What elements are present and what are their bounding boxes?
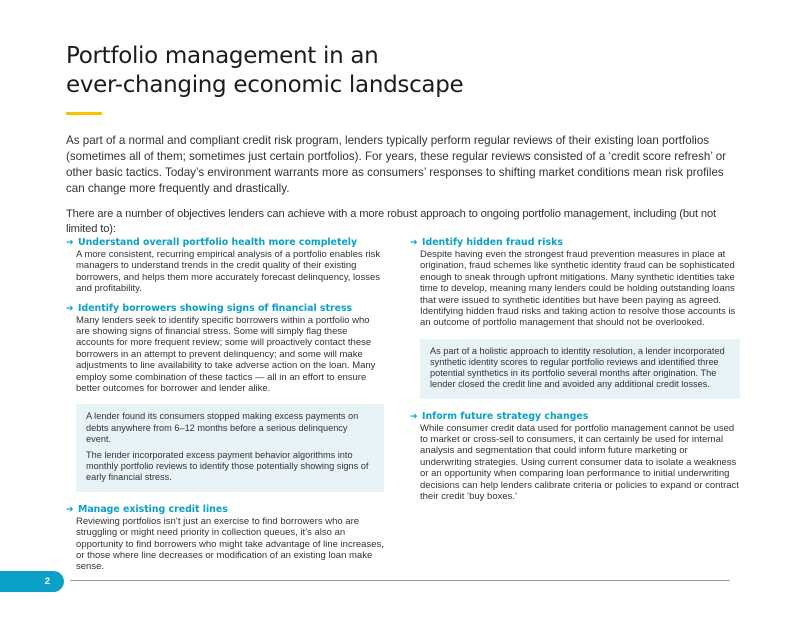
arrow-right-icon: ➔ [66, 504, 74, 515]
arrow-right-icon: ➔ [66, 303, 74, 314]
objective-body: Many lenders seek to identify specific borrowers within a portfolio who are showing signs of financial stress. Some will simply flag these accounts for more frequent review; some will proactively contact these borrowers in an attempt to prevent delinquency; and some will make adjustments to line availability to take adverse action on the loan. Many employ some combination of these tactics — all in an effort to ensure better outcomes for borrower and lender alike. [76, 314, 376, 395]
page-title-line-1: Portfolio management in an [66, 43, 379, 69]
callout-paragraph: A lender found its consumers stopped making excess payments on debts anywhere from 6–12 months before a serious delinquency event. [86, 411, 359, 444]
objective-body: Reviewing portfolios isn’t just an exercise to find borrowers who are struggling or might need priority in collection queues, it’s also an opportunity to find borrowers who might take advantage of line increases, or those where line decreases or modification of an existing loan make sense. [76, 515, 384, 573]
arrow-right-icon: ➔ [66, 238, 74, 248]
left-column [66, 237, 384, 581]
page-number-tab [0, 571, 64, 592]
page-title-line-2: ever-changing economic landscape [66, 72, 464, 98]
objective-item [410, 237, 740, 329]
title-underline-bar [66, 112, 102, 115]
arrow-right-icon: ➔ [410, 238, 418, 248]
right-column [410, 237, 740, 511]
objective-body: Despite having even the strongest fraud prevention measures in place at origination, fraud schemes like synthetic identity fraud can be sophisticated enough to sneak through upfront mitigations. Many synthetic identities take time to develop, meaning many lenders could be holding outstanding loans that were issued to synthetic identities but have been paying as agreed. Identifying hidden fraud risks and taking action to resolve those accounts is an outcome of portfolio management that should not be overlooked. [420, 249, 736, 329]
objective-item [66, 504, 384, 573]
example-callout [420, 339, 740, 399]
objective-body: While consumer credit data used for portfolio management cannot be used to market or cross-sell to consumers, it can certainly be used for internal analysis and segmentation that could inform future marketing or underwriting strategies. Using current consumer data to isolate a weakness or an opportunity when comparing loan performance to initial underwriting decisions can help lenders calibrate criteria or policies to expand or contract their credit ‘buy boxes.’ [420, 422, 739, 503]
objective-item [66, 303, 384, 395]
arrow-right-icon: ➔ [410, 411, 418, 422]
objective-item [66, 237, 384, 295]
example-callout [76, 404, 384, 491]
footer-divider [70, 580, 730, 581]
page-number: 2 [44, 576, 50, 587]
intro-paragraph: As part of a normal and compliant credit risk program, lenders typically perform regular reviews of their existing loan portfolios (sometimes all of them; sometimes just certain portfolios). For years, these regular reviews consisted of a ‘credit score refresh’ or other basic tactics. Today’s environment warrants more as consumers’ responses to shifting market conditions mean risk profiles can change more frequently and drastically. [66, 134, 727, 195]
objective-body: A more consistent, recurring empirical analysis of a portfolio enables risk managers to understand trends in the credit quality of their existing borrowers, and helps them more accurately forecast delinquency, losses and profitability. [76, 249, 381, 295]
page-title [66, 42, 463, 100]
objective-heading: Manage existing credit lines [78, 503, 228, 515]
objective-item [410, 411, 740, 503]
callout-paragraph: The lender incorporated excess payment behavior algorithms into monthly portfolio reviews to identify those potentially showing signs of early financial stress. [86, 450, 369, 483]
objective-heading: Identify hidden fraud risks [422, 237, 563, 248]
objective-heading: Understand overall portfolio health more completely [78, 237, 358, 248]
objective-heading: Inform future strategy changes [422, 410, 589, 422]
objective-heading: Identify borrowers showing signs of financial stress [78, 302, 353, 314]
lead-paragraph: There are a number of objectives lenders can achieve with a more robust approach to ongoing portfolio management, including (but not limited to): [66, 208, 716, 235]
callout-paragraph: As part of a holistic approach to identity resolution, a lender incorporated synthetic identity scores to regular portfolio reviews and identified three potential synthetics in its portfolio several months after origination. The lender closed the credit line and avoided any additional credit losses. [430, 345, 725, 390]
